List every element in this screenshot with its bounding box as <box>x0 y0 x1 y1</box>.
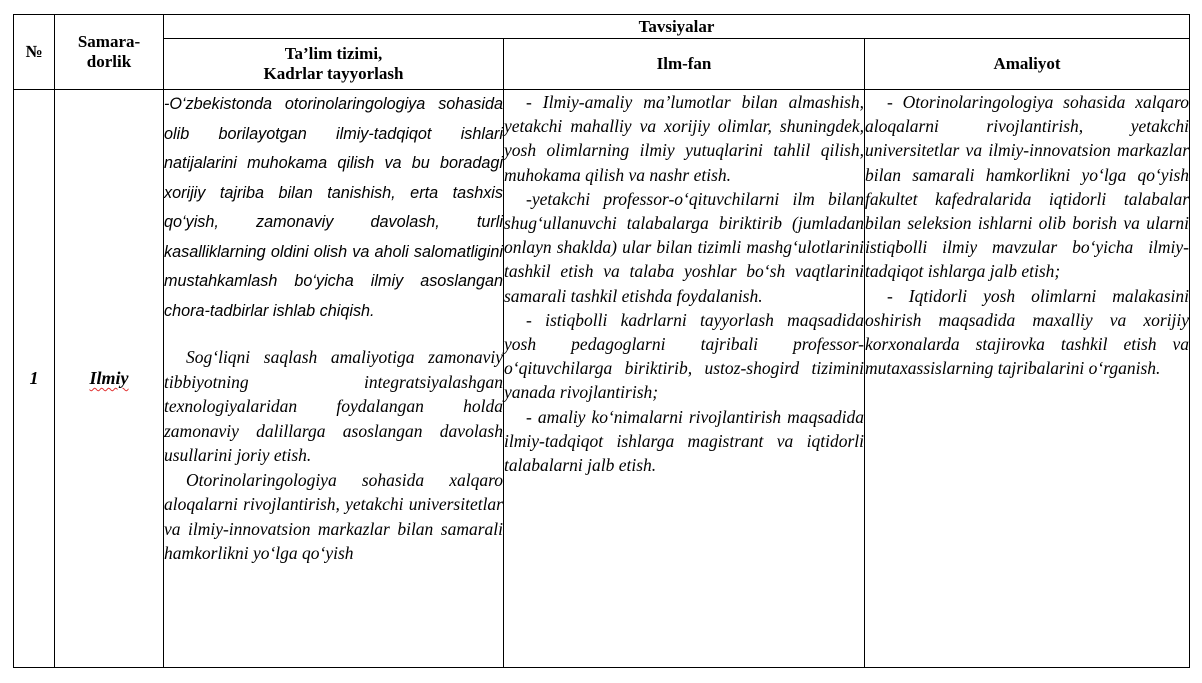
header-row-top <box>14 15 1190 39</box>
recommendations-table <box>13 14 1190 668</box>
ilm-fan-paragraph: - Ilmiy-amaliy ma’lumotlar bilan almashish, yetakchi mahalliy va xorijiy olimlar, shuningdek, yosh olimlarning ilmiy yutuqlarini tahlil qilish, muhokama qilish va nashr etish. <box>504 92 864 185</box>
talim-tizimi-cell <box>164 90 504 668</box>
amaliyot-header: Amaliyot <box>865 39 1190 90</box>
tavsiyalar-header: Tavsiyalar <box>164 15 1190 39</box>
samaradorlik-value: Ilmiy <box>89 368 129 388</box>
row-number: 1 <box>14 90 55 668</box>
ilm-fan-paragraph: - amaliy ko‘nimalarni rivojlantirish maqsadida ilmiy-tadqiqot ishlarga magistrant va iqtidorli talabalarni jalb etish. <box>504 406 864 476</box>
samaradorlik-cell <box>55 90 164 668</box>
samaradorlik-header: Samara- dorlik <box>55 15 164 90</box>
table-row <box>14 90 1190 668</box>
ilm-fan-paragraph: -yetakchi professor-o‘qituvchilarni ilm bilan shug‘ullanuvchi talabalarga biriktirib (jumladan onlayn shaklda) ular bilan tizimli mashg‘ulotlarini tashkil etish va talaba yoshlar bo‘sh vaqtlarini samarali tashkil etishda foydalanish. <box>504 188 864 306</box>
amaliyot-paragraph: - Iqtidorli yosh olimlarni malakasini oshirish maqsadida maxalliy va xorijiy korxonalarda stajirovka tashkil etish va mutaxassislarning tajribalarini o‘rganish. <box>865 285 1190 379</box>
amaliyot-paragraph: - Otorinolaringologiya sohasida xalqaro aloqalarni rivojlantirish, yetakchi universitetlar va ilmiy-innovatsion markazlar bilan samarali hamkorlikni yo‘lga qo‘yish fakultet kafedralarida iqtidorli talabalar bilan seleksion ishlarni olib borish va ularni istiqbolli ilmiy mavzular bo‘yicha ilmiy-tadqiqot ishlarga jalb etish; <box>865 92 1190 282</box>
amaliyot-cell <box>865 90 1190 668</box>
talim-paragraph: Otorinolaringologiya sohasida xalqaro aloqalarni rivojlantirish, yetakchi universitetlar va ilmiy-innovatsion markazlar bilan samarali hamkorlikni yo‘lga qo‘yish <box>164 469 503 563</box>
num-header: № <box>14 15 55 90</box>
ilm-fan-header: Ilm-fan <box>504 39 865 90</box>
ilm-fan-paragraph: - istiqbolli kadrlarni tayyorlash maqsadida yosh pedagoglarni tajribali professor-o‘qituvchilarga biriktirib, ustoz-shogird tizimini yanada rivojlantirish; <box>504 309 864 403</box>
talim-paragraph: Sog‘liqni saqlash amaliyotiga zamonaviy tibbiyotning integratsiyalashgan texnologiyalaridan foydalangan holda zamonaviy dalillarga asoslangan davolash usullarini joriy etish. <box>164 347 503 465</box>
talim-tizimi-header: Ta’lim tizimi, Kadrlar tayyorlash <box>164 39 504 90</box>
ilm-fan-cell <box>504 90 865 668</box>
talim-paragraph: -O‘zbekistonda otorinolaringologiya sohasida olib borilayotgan ilmiy-tadqiqot ishlari natijalarini muhokama qilish va bu boradagi xorijiy tajriba bilan tanishish, erta tashxis qo‘yish, zamonaviy davolash, turli kasalliklarning oldini olish va aholi salomatligini mustahkamlash bo‘yicha ilmiy asoslangan chora-tadbirlar ishlab chiqish. <box>164 95 503 320</box>
header-row-sub <box>14 39 1190 90</box>
